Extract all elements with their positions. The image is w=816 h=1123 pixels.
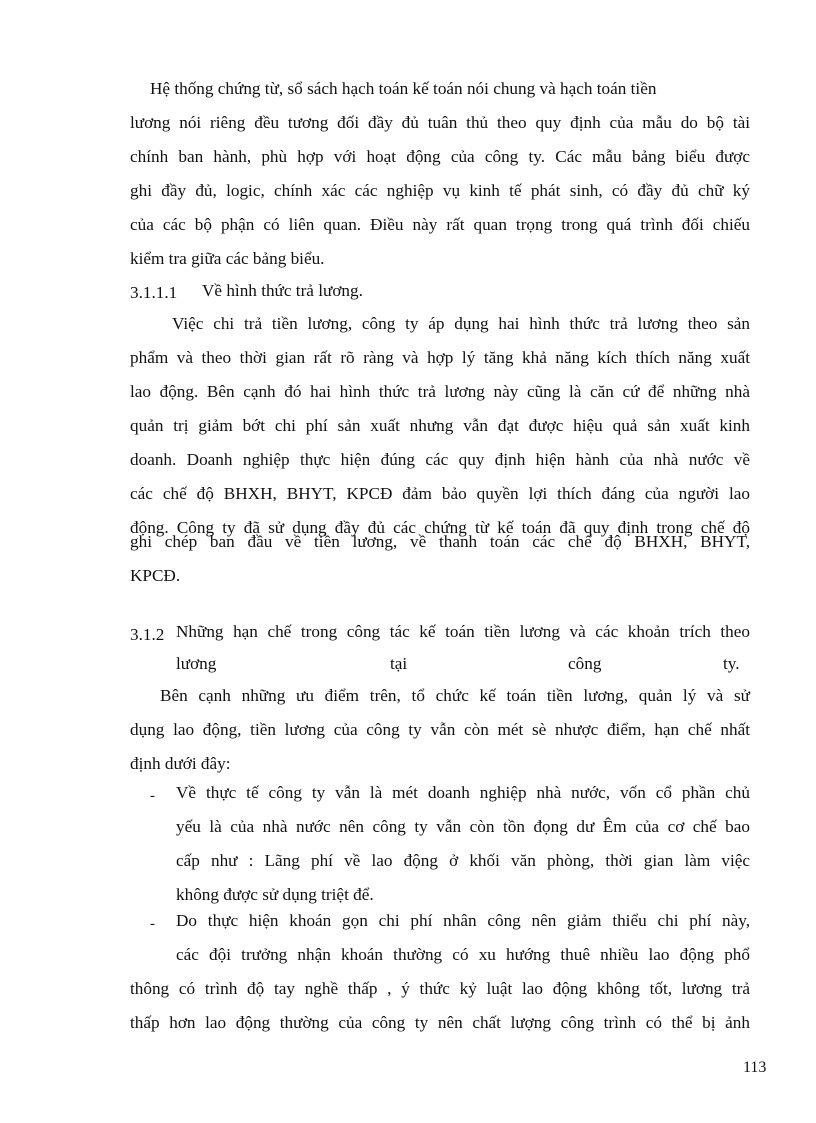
paragraph-line: ghi chép ban đầu về tiền lương, về thanh toán các chế độ BHXH, BHYT, bbox=[130, 532, 750, 551]
section-title: Về hình thức trả lương. bbox=[202, 281, 363, 300]
bullet-line: Về thực tế công ty vẫn là mét doanh nghiệp nhà nước, vốn cổ phần chủ bbox=[176, 783, 750, 802]
paragraph-line: quản trị giảm bớt chi phí sản xuất nhưng vẫn đạt được hiệu quả sản xuất kinh bbox=[130, 416, 750, 435]
section-title-word: ty. bbox=[723, 654, 740, 673]
bullet-marker: - bbox=[150, 916, 155, 932]
paragraph-line: động. Công ty đã sử dụng đầy đủ các chứng từ kế toán đã quy định trong chế độ bbox=[130, 518, 750, 537]
paragraph-line: ghi đầy đủ, logic, chính xác các nghiệp vụ kinh tế phát sinh, có đầy đủ chữ ký bbox=[130, 181, 750, 200]
page-number: 113 bbox=[743, 1059, 767, 1076]
paragraph-line: lương nói riêng đều tương đối đầy đủ tuân thủ theo quy định của mẫu do bộ tài bbox=[130, 113, 750, 132]
paragraph-line: định dưới đây: bbox=[130, 754, 231, 773]
bullet-line: yếu là của nhà nước nên công ty vẫn còn tồn đọng dư Êm của cơ chế bao bbox=[176, 817, 750, 836]
bullet-line: thấp hơn lao động thường của công ty nên chất lượng công trình có thể bị ảnh bbox=[130, 1013, 750, 1032]
bullet-line: các đội trưởng nhận khoán thường có xu hướng thuê nhiều lao động phổ bbox=[176, 945, 750, 964]
paragraph-line: Việc chi trả tiền lương, công ty áp dụng hai hình thức trả lương theo sản bbox=[172, 314, 750, 333]
section-title-word: tại bbox=[390, 654, 408, 673]
bullet-line: thông có trình độ tay nghề thấp , ý thức kỷ luật lao động không tốt, lương trả bbox=[130, 979, 750, 998]
paragraph-line: Bên cạnh những ưu điểm trên, tổ chức kế toán tiền lương, quản lý và sử bbox=[160, 686, 750, 705]
paragraph-line: kiểm tra giữa các bảng biểu. bbox=[130, 249, 325, 268]
section-title-word: lương bbox=[176, 654, 217, 673]
paragraph-line: doanh. Doanh nghiệp thực hiện đúng các quy định hiện hành của nhà nước về bbox=[130, 450, 750, 469]
bullet-line: Do thực hiện khoán gọn chi phí nhân công nên giảm thiểu chi phí này, bbox=[176, 911, 750, 930]
paragraph-line: KPCĐ. bbox=[130, 566, 181, 585]
paragraph-line: phẩm và theo thời gian rất rõ ràng và hợp lý tăng khả năng kích thích năng xuất bbox=[130, 348, 750, 367]
section-title-word: công bbox=[568, 654, 602, 673]
section-title: Những hạn chế trong công tác kế toán tiền lương và các khoản trích theo bbox=[176, 622, 750, 641]
bullet-line: cấp như : Lãng phí về lao động ở khối văn phòng, thời gian làm việc bbox=[176, 851, 750, 870]
paragraph-line: chính ban hành, phù hợp với hoạt động của công ty. Các mẫu bảng biểu được bbox=[130, 147, 750, 166]
paragraph-line: của các bộ phận có liên quan. Điều này rất quan trọng trong quá trình đối chiếu bbox=[130, 215, 750, 234]
bullet-line: không được sử dụng triệt để. bbox=[176, 885, 374, 904]
section-number: 3.1.1.1 bbox=[130, 283, 178, 302]
paragraph-line: dụng lao động, tiền lương của công ty vẫn còn mét sè nhược điểm, hạn chế nhất bbox=[130, 720, 750, 739]
bullet-marker: - bbox=[150, 788, 155, 804]
section-number: 3.1.2 bbox=[130, 625, 165, 644]
paragraph-line: lao động. Bên cạnh đó hai hình thức trả lương này cũng là căn cứ để những nhà bbox=[130, 382, 750, 401]
paragraph-line: Hệ thống chứng từ, sổ sách hạch toán kế toán nói chung và hạch toán tiền bbox=[150, 79, 657, 98]
paragraph-line: các chế độ BHXH, BHYT, KPCĐ đảm bảo quyền lợi thích đáng của người lao bbox=[130, 484, 750, 503]
